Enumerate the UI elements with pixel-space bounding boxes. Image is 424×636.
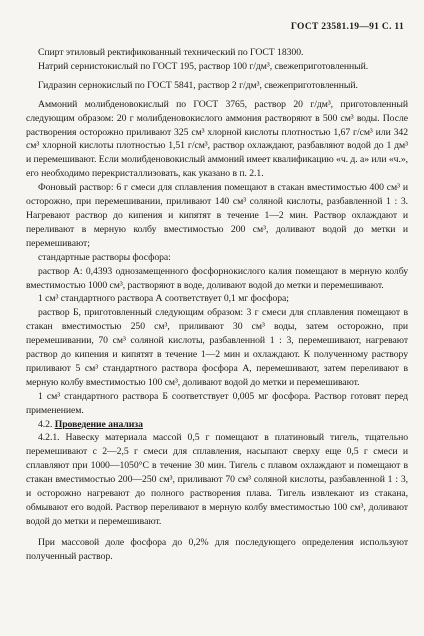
paragraph: Аммоний молибденовокислый по ГОСТ 3765, раствор 20 г/дм³, приготовленный следующим образом: 20 г молибденовокислого аммония растворяют в 500 см³ воды. После растворения осторожно приливают 325 см³ хлорной кислоты плотностью 1,67 г/см³ или 342 см³ хлорной кислоты плотностью 1,51 г/см³, раствор охлаждают, разбавляют водой до 1 дм³ и перемешивают. Если молибденовокислый аммоний имеет квалификацию «ч. д. а» или «ч.», его необходимо перекристаллизовать, как указано в п. 2.1. xyxy=(26,98,409,180)
page-header: ГОСТ 23581.19—91 С. 11 xyxy=(290,22,404,32)
paragraph: Натрий сернистокислый по ГОСТ 195, раствор 100 г/дм³, свежеприготовленный. xyxy=(38,60,369,72)
paragraph: Фоновый раствор: 6 г смеси для сплавления помещают в стакан вместимостью 400 см³ и осторожно, при перемешивании, приливают 140 см³ соляной кислоты, разбавленной 1 : 3. Нагревают раствор до кипения и кипятят в течение 1—2 мин. Раствор охлаждают и переливают в мерную колбу вместимостью 200 см³, доливают водой до метки и перемешивают; xyxy=(26,182,408,249)
paragraph: При массовой доле фосфора до 0,2% для последующего определения используют полученный раствор. xyxy=(26,536,408,562)
section-heading xyxy=(26,418,408,432)
paragraph: раствор А: 0,4393 однозамещенного фосфорнокислого калия помещают в мерную колбу вместимостью 1000 см³, растворяют в воде, доливают водой до метки и перемешивают. xyxy=(26,265,408,291)
paragraph: Гидразин сернокислый по ГОСТ 5841, раствор 2 г/дм³, свежеприготовленный. xyxy=(38,79,358,91)
paragraph: стандартные растворы фосфора: xyxy=(38,251,171,263)
document-body xyxy=(26,46,408,564)
paragraph: 4.2.1. Навеску материала массой 0,5 г помещают в платиновый тигель, тщательно перемешивают с 2—2,5 г смеси для сплавления, насыпают сверху еще 0,5 г смеси и сплавляют при 1000—1050°С в течение 30 мин. Тигель с плавом охлаждают и помещают в стакан вместимостью 200—250 см³, приливают 70 см³ соляной кислоты, разбавленной 1 : 3, и осторожно нагревают до полного растворения плава. Тигель извлекают из стакана, обмывают его водой. Раствор переливают в мерную колбу вместимостью 100 см³, доливают водой до метки и перемешивают. xyxy=(26,432,408,527)
paragraph: 1 см³ стандартного раствора Б соответствует 0,005 мг фосфора. Раствор готовят перед применением. xyxy=(26,390,408,416)
section-title: Проведение анализа xyxy=(54,418,143,430)
paragraph: Спирт этиловый ректификованный технический по ГОСТ 18300. xyxy=(38,47,304,58)
paragraph: 1 см³ стандартного раствора А соответствует 0,1 мг фосфора; xyxy=(38,293,289,305)
section-number: 4.2. xyxy=(38,418,53,430)
paragraph: раствор Б, приготовленный следующим образом: 3 г смеси для сплавления помещают в стакан вместимостью 250 см³, приливают 30 см³ воды, затем осторожно, при перемешивании, 70 см³ соляной кислоты, разбавленной 1 : 3, перемешивают, нагревают раствор до кипения и кипятят в течение 1—2 мин и охлаждают. К полученному раствору приливают 5 см³ стандартного раствора фосфора А, перемешивают, затем переливают в мерную колбу вместимостью 100 см³, доливают водой до метки и перемешивают. xyxy=(26,307,408,388)
